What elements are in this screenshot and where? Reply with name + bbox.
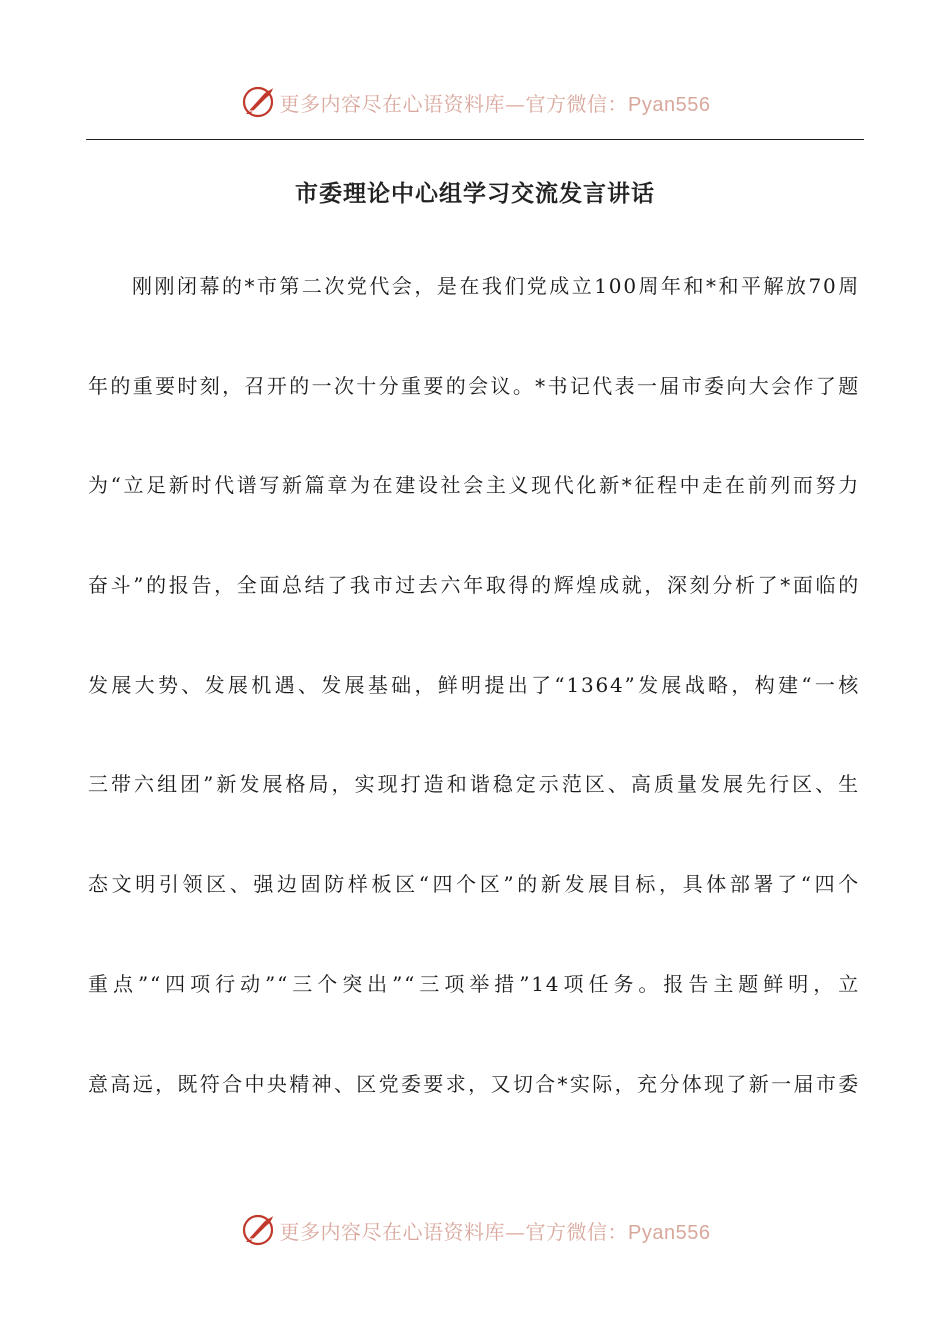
body-line: 为“立足新时代谱写新篇章为在建设社会主义现代化新*征程中走在前列而努力 bbox=[88, 473, 860, 498]
footer-banner bbox=[0, 1210, 950, 1250]
body-line: 奋斗”的报告，全面总结了我市过去六年取得的辉煌成就，深刻分析了*面临的 bbox=[88, 573, 860, 598]
body-line: 意高远，既符合中央精神、区党委要求，又切合*实际，充分体现了新一届市委 bbox=[88, 1071, 860, 1096]
footer-banner-text: 更多内容尽在心语资料库—官方微信：Pyan556 bbox=[279, 1219, 711, 1244]
quill-logo-icon bbox=[240, 1212, 276, 1248]
header-banner bbox=[0, 82, 950, 122]
body-line: 发展大势、发展机遇、发展基础，鲜明提出了“1364”发展战略，构建“一核 bbox=[88, 672, 860, 697]
footer-banner-handle: Pyan556 bbox=[628, 1221, 711, 1244]
document-title: 市委理论中心组学习交流发言讲话 bbox=[295, 180, 655, 207]
quill-logo-icon bbox=[240, 84, 276, 120]
header-banner-text: 更多内容尽在心语资料库—官方微信：Pyan556 bbox=[279, 91, 711, 116]
document-body bbox=[88, 262, 860, 1159]
header-divider bbox=[86, 139, 864, 140]
body-line: 年的重要时刻，召开的一次十分重要的会议。*书记代表一届市委向大会作了题 bbox=[88, 373, 860, 398]
header-banner-handle: Pyan556 bbox=[628, 93, 711, 116]
body-line: 态文明引领区、强边固防样板区“四个区”的新发展目标，具体部署了“四个 bbox=[88, 872, 860, 897]
body-line: 刚刚闭幕的*市第二次党代会，是在我们党成立100周年和*和平解放70周 bbox=[132, 274, 860, 298]
body-line: 重点”“四项行动”“三个突出”“三项举措”14项任务。报告主题鲜明，立 bbox=[88, 971, 860, 996]
body-line: 三带六组团”新发展格局，实现打造和谐稳定示范区、高质量发展先行区、生 bbox=[88, 772, 860, 797]
